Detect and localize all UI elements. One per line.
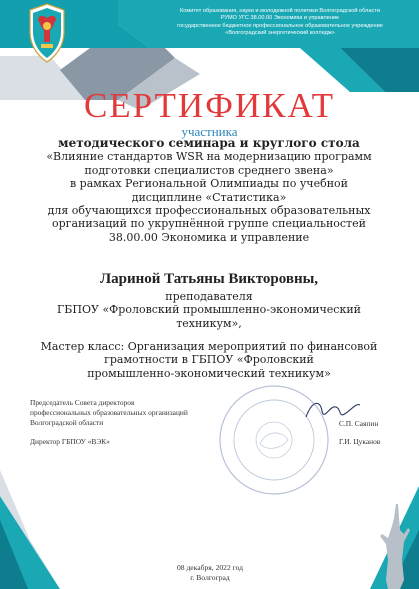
signatory-1-title xyxy=(30,398,220,429)
masterclass-line-1: Мастер класс: Организация мероприятий по финансовой xyxy=(40,340,378,353)
masterclass-line-2: грамотности в ГБПОУ «Фроловский xyxy=(104,353,314,367)
signatory-1-title-line-2: профессиональных образовательных организаций xyxy=(30,408,188,418)
issue-date: 08 декабря, 2022 год xyxy=(176,563,244,572)
event-line-5: дисциплине «Статистика» xyxy=(131,190,287,204)
recipient-position: преподавателя xyxy=(165,290,253,303)
issue-date-block xyxy=(150,563,270,583)
certificate-title: СЕРТИФИКАТ xyxy=(83,86,336,125)
header-line-2: РУМО УГС 38.00.00 Экономика и управление xyxy=(220,15,340,22)
signatory-1-title-line-1: Председатель Совета директоров xyxy=(30,398,135,407)
emblem-icon xyxy=(24,2,70,66)
recipient-name: Лариной Татьяны Викторовны, xyxy=(99,271,319,287)
signatory-1-title-line-3: Волгоградской области xyxy=(30,418,104,428)
event-line-8: 38.00.00 Экономика и управление xyxy=(108,230,310,244)
header-line-4: «Волгоградский энергетический колледж» xyxy=(225,30,335,37)
header-organization-text xyxy=(158,8,402,38)
recipient-org-line-2: техникум», xyxy=(176,316,242,330)
masterclass-line-3: промышленно-экономический техникум» xyxy=(87,366,331,380)
masterclass-description xyxy=(24,340,394,380)
header-line-3: государственное бюджетное профессиональное образовательное учреждение xyxy=(177,22,383,29)
event-line-6: для обучающихся профессиональных образовательных xyxy=(47,204,371,218)
event-line-4: в рамках Региональной Олимпиады по учебной xyxy=(69,177,348,191)
signatory-2-name: Г.И. Цуканов xyxy=(339,437,381,446)
signatory-1-name: С.П. Саяпин xyxy=(339,419,379,428)
event-description xyxy=(24,137,394,244)
recipient-details xyxy=(24,290,394,330)
header-line-1: Комитет образования, науки и молодежной политики Волгоградской области xyxy=(180,8,380,14)
motherland-statue-icon xyxy=(374,500,414,589)
event-line-1: методического семинара и круглого стола xyxy=(58,136,360,150)
event-line-2: «Влияние стандартов WSR на модернизацию программ xyxy=(46,150,372,164)
signatory-2-title: Директор ГБПОУ «ВЭК» xyxy=(30,437,110,446)
recipient-org-line-1: ГБПОУ «Фроловский промышленно-экономический xyxy=(57,303,361,317)
issue-city: г. Волгоград xyxy=(190,573,230,582)
certificate-subtitle: участника xyxy=(181,124,238,139)
event-line-7: организаций по укрупнённой группе специальностей xyxy=(52,217,366,231)
event-line-3: подготовки специалистов среднего звена» xyxy=(84,163,334,177)
